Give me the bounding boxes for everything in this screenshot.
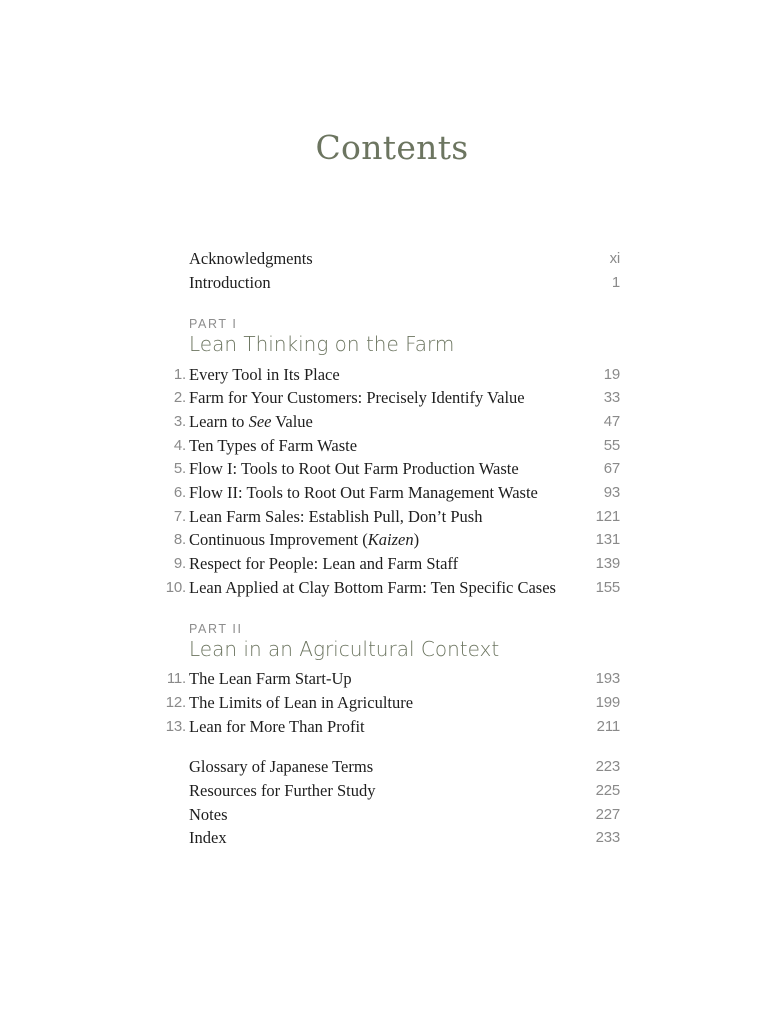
part-2-heading: Lean in an Agricultural Context: [189, 637, 500, 661]
chapter-page: 19: [603, 366, 620, 383]
chapter-title-part: Value: [271, 412, 313, 431]
toc-chapter-2[interactable]: [160, 386, 620, 410]
toc-entry-glossary[interactable]: [160, 755, 620, 779]
toc-entry-resources[interactable]: [160, 779, 620, 803]
chapter-number: 6.: [173, 484, 186, 501]
chapter-page: 47: [603, 413, 620, 430]
toc-entry-title: Introduction: [189, 273, 271, 292]
chapter-title: Ten Types of Farm Waste: [189, 436, 358, 455]
toc-chapter-4[interactable]: [160, 434, 620, 458]
toc-entry-page: 227: [595, 806, 620, 823]
toc-entry-index[interactable]: [160, 826, 620, 850]
chapter-title: Lean Farm Sales: Establish Pull, Don’t Push: [189, 507, 483, 526]
toc-chapter-7[interactable]: [160, 505, 620, 529]
chapter-number: 3.: [173, 413, 186, 430]
toc-chapter-5[interactable]: [160, 457, 620, 481]
chapter-page: 155: [595, 579, 620, 596]
chapter-number: 11.: [166, 670, 186, 687]
chapter-title-part: Learn to: [189, 412, 249, 431]
chapter-page: 33: [603, 389, 620, 406]
toc-entry-page: 1: [611, 274, 620, 291]
chapter-title: [189, 410, 313, 434]
chapter-title: Farm for Your Customers: Precisely Identify Value: [189, 388, 525, 407]
chapter-number: 12.: [165, 694, 186, 711]
chapter-page: 193: [595, 670, 620, 687]
chapter-number: 8.: [173, 531, 186, 548]
chapter-page: 55: [603, 437, 620, 454]
chapter-number: 1.: [173, 366, 186, 383]
toc-chapter-12[interactable]: [160, 691, 620, 715]
chapter-page: 199: [595, 694, 620, 711]
chapter-page: 67: [603, 460, 620, 477]
chapter-title: Lean for More Than Profit: [189, 717, 365, 736]
chapter-title: Flow I: Tools to Root Out Farm Production Waste: [189, 459, 519, 478]
toc-entry-page: 233: [595, 829, 620, 846]
chapter-number: 13.: [165, 718, 186, 735]
chapter-page: 121: [595, 508, 620, 525]
toc-entry-title: Notes: [189, 805, 228, 824]
chapter-title: [189, 528, 419, 552]
toc-entry-acknowledgments[interactable]: [160, 247, 620, 271]
toc-chapter-3[interactable]: [160, 410, 620, 434]
chapter-page: 131: [595, 531, 620, 548]
toc-entry-title: Resources for Further Study: [189, 781, 376, 800]
toc-entry-page: xi: [609, 250, 620, 267]
chapter-title-italic: See: [248, 412, 272, 431]
toc-entry-page: 223: [595, 758, 620, 775]
chapter-page: 93: [603, 484, 620, 501]
part-2-label: PART II: [189, 622, 243, 636]
chapter-title: Respect for People: Lean and Farm Staff: [189, 554, 459, 573]
chapter-title-italic: Kaizen: [367, 530, 414, 549]
chapter-number: 10.: [165, 579, 186, 596]
chapter-page: 211: [596, 718, 620, 735]
chapter-number: 5.: [173, 460, 186, 477]
toc-entry-page: 225: [595, 782, 620, 799]
toc-entry-notes[interactable]: [160, 803, 620, 827]
toc-chapter-9[interactable]: [160, 552, 620, 576]
chapter-title-part: Continuous Improvement (: [189, 530, 368, 549]
page-title: Contents: [315, 128, 469, 167]
chapter-number: 2.: [173, 389, 186, 406]
part-1-label: PART I: [189, 317, 238, 331]
chapter-title: Every Tool in Its Place: [189, 365, 340, 384]
chapter-number: 9.: [173, 555, 186, 572]
toc-chapter-8[interactable]: [160, 528, 620, 552]
toc-entry-title: Glossary of Japanese Terms: [189, 757, 374, 776]
toc-chapter-11[interactable]: [160, 667, 620, 691]
chapter-title: The Limits of Lean in Agriculture: [189, 693, 414, 712]
chapter-title: The Lean Farm Start-Up: [189, 669, 352, 688]
toc-chapter-10[interactable]: [160, 576, 620, 600]
toc-chapter-6[interactable]: [160, 481, 620, 505]
toc-chapter-13[interactable]: [160, 715, 620, 739]
toc-entry-title: Index: [189, 828, 227, 847]
part-1-heading: Lean Thinking on the Farm: [189, 332, 455, 356]
toc-chapter-1[interactable]: [160, 363, 620, 387]
chapter-number: 7.: [173, 508, 186, 525]
chapter-title: Flow II: Tools to Root Out Farm Management Waste: [189, 483, 538, 502]
chapter-title: Lean Applied at Clay Bottom Farm: Ten Specific Cases: [189, 578, 556, 597]
chapter-page: 139: [595, 555, 620, 572]
chapter-number: 4.: [173, 437, 186, 454]
toc-entry-title: Acknowledgments: [189, 249, 313, 268]
chapter-title-part: ): [413, 530, 420, 549]
toc-entry-introduction[interactable]: [160, 271, 620, 295]
